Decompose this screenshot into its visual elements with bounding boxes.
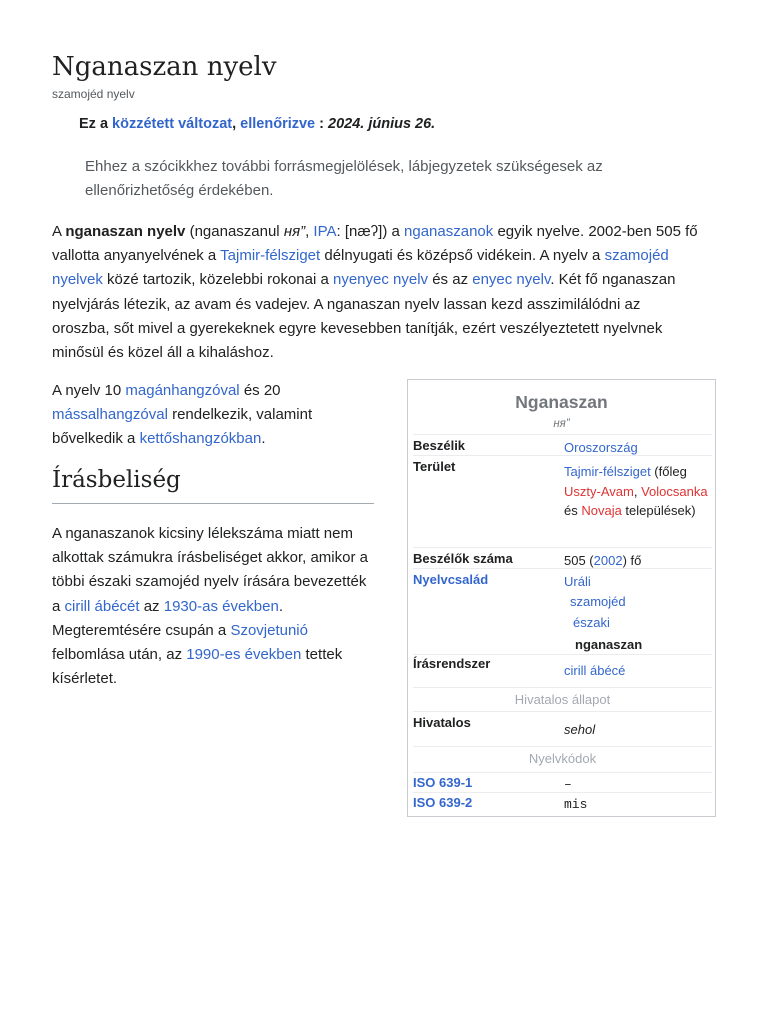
nganaszanok-link[interactable]: nganaszanok — [404, 223, 494, 240]
area-text: , — [633, 483, 642, 499]
speakers-text: ) fő — [622, 553, 642, 568]
language-codes-section: Nyelvkódok — [413, 746, 712, 773]
volocsanka-link[interactable]: Volocsanka — [641, 483, 708, 499]
official-value: sehol — [564, 722, 596, 737]
intro-text: és az — [428, 271, 473, 289]
cirill-abece-link[interactable]: cirill ábécét — [64, 597, 140, 615]
writing-text: A nganaszanok kicsiny lélekszáma miatt nem alkottak számukra írásbeliséget akkor, amikor a többi északi szamojéd nyelv írására bevezették a — [52, 525, 368, 615]
speakers-text: 505 ( — [564, 553, 594, 568]
official-label: Hivatalos — [413, 715, 471, 730]
official-status-section: Hivatalos állapot — [413, 687, 712, 714]
revision-prefix: Ez a — [79, 116, 113, 132]
intro-text: A — [52, 223, 66, 240]
page-title: Nganaszan nyelv — [52, 52, 277, 82]
area-tajmir-link[interactable]: Tajmir-félsziget — [564, 464, 651, 479]
tajmir-link[interactable]: Tajmir-félsziget — [220, 247, 321, 265]
writing-text: felbomlása után, az — [52, 646, 187, 664]
writing-text: az — [139, 597, 164, 615]
phon-text: A nyelv 10 — [52, 382, 126, 399]
published-version-link[interactable]: közzétett változat — [112, 116, 233, 132]
writing-text: . Megteremtésére csupán a — [52, 597, 283, 639]
page-subtitle: szamojéd nyelv — [52, 87, 135, 101]
family-label-link[interactable]: Nyelvcsalád — [413, 572, 489, 587]
area-value — [564, 462, 714, 521]
intro-text: délnyugati és középső vidékein. A nyelv a — [320, 247, 605, 265]
speakers-year-link[interactable]: 2002 — [593, 553, 623, 568]
infobox-title: Nganaszan — [515, 392, 608, 412]
intro-text: , — [305, 223, 314, 240]
spoken-value-link[interactable]: Oroszország — [564, 440, 638, 455]
1930s-link[interactable]: 1930-as években — [163, 597, 279, 615]
maganhangzo-link[interactable]: magánhangzóval — [125, 382, 240, 399]
nyenyec-link[interactable]: nyenyec nyelv — [332, 271, 429, 289]
iso2-label-link[interactable]: ISO 639-2 — [413, 795, 473, 810]
infobox-row-iso2 — [413, 792, 712, 813]
intro-text: közé tartozik, közelebbi rokonai a — [102, 271, 333, 289]
intro-paragraph — [52, 220, 702, 365]
intro-bold-term: nganaszan nyelv — [65, 223, 186, 240]
phon-text: és 20 — [239, 382, 281, 399]
szamojed-nyelvek-link[interactable]: szamojéd nyelvek — [52, 247, 669, 289]
intro-text: . Két fő nganaszan nyelvjárás létezik, az avam és vadejev. A nganaszan nyelv lassan kezd asszimilálódni az oroszba, sőt mivel a gyerekeknek egyre kevesebben tanítják, ezért veszélyeztetett nyelvnek minősül és közel áll a kihaláshoz. — [52, 271, 676, 362]
infobox-row-area — [413, 455, 712, 548]
infobox-row-script — [413, 654, 712, 689]
enyec-link[interactable]: enyec nyelv — [472, 271, 551, 289]
family-northern-link[interactable]: északi — [573, 615, 610, 630]
family-nganasan: nganaszan — [575, 637, 643, 652]
phon-text: rendelkezik, valamint bővelkedik a — [52, 406, 313, 448]
revision-sep: : — [315, 116, 329, 132]
szovjetunio-link[interactable]: Szovjetunió — [230, 621, 308, 639]
1990s-link[interactable]: 1990-es években — [186, 646, 302, 664]
native-name: ня” — [283, 223, 306, 240]
iso1-label-link[interactable]: ISO 639-1 — [413, 775, 473, 790]
script-value-link[interactable]: cirill ábécé — [564, 663, 626, 678]
speakers-label: Beszélők száma — [413, 551, 513, 566]
massalhangzo-link[interactable]: mássalhangzóval — [52, 406, 168, 424]
phonology-paragraph — [52, 379, 352, 452]
revision-date: 2024. június 26. — [328, 116, 436, 132]
intro-text: : [næʔ]) a — [336, 223, 405, 240]
intro-text: egyik nyelve. 2002-ben 505 fő vallotta anyanyelvének a — [52, 223, 698, 265]
revision-comma: , — [232, 116, 241, 132]
family-uralic-link[interactable]: Uráli — [564, 574, 591, 589]
checked-link[interactable]: ellenőrizve — [240, 116, 316, 132]
area-label: Terület — [413, 459, 456, 474]
phon-text: . — [261, 430, 266, 448]
family-samoyed-link[interactable]: szamojéd — [570, 594, 626, 609]
area-text: és — [564, 503, 582, 518]
ipa-link[interactable]: IPA — [313, 223, 337, 240]
infobox-native-name: ня” — [553, 418, 570, 430]
infobox-row-official — [413, 711, 712, 746]
script-label: Írásrendszer — [413, 656, 491, 671]
area-text: települések) — [621, 503, 696, 518]
novaja-link[interactable]: Novaja — [581, 503, 622, 518]
infobox-row-family — [413, 568, 712, 655]
writing-text: tettek kísérletet. — [52, 646, 343, 688]
uszty-avam-link[interactable]: Uszty-Avam — [564, 483, 634, 499]
kettoshangzo-link[interactable]: kettőshangzókban — [139, 430, 262, 448]
intro-text: (nganaszanul — [185, 223, 284, 240]
infobox-row-iso1 — [413, 772, 712, 793]
writing-paragraph — [52, 522, 372, 691]
iso1-value: – — [564, 777, 572, 792]
section-heading: Írásbeliség — [52, 467, 374, 504]
iso2-value: mis — [564, 797, 588, 812]
citation-notice: Ehhez a szócikkhez további forrásmegjelölések, lábjegyzetek szükségesek az ellenőrizhetőség érdekében. — [85, 158, 603, 199]
language-infobox — [407, 379, 716, 817]
infobox-row-speakers — [413, 547, 712, 570]
area-text: (főleg — [650, 464, 687, 479]
infobox-row-spoken — [413, 434, 712, 457]
revision-notice — [79, 116, 435, 132]
spoken-label: Beszélik — [413, 438, 466, 453]
